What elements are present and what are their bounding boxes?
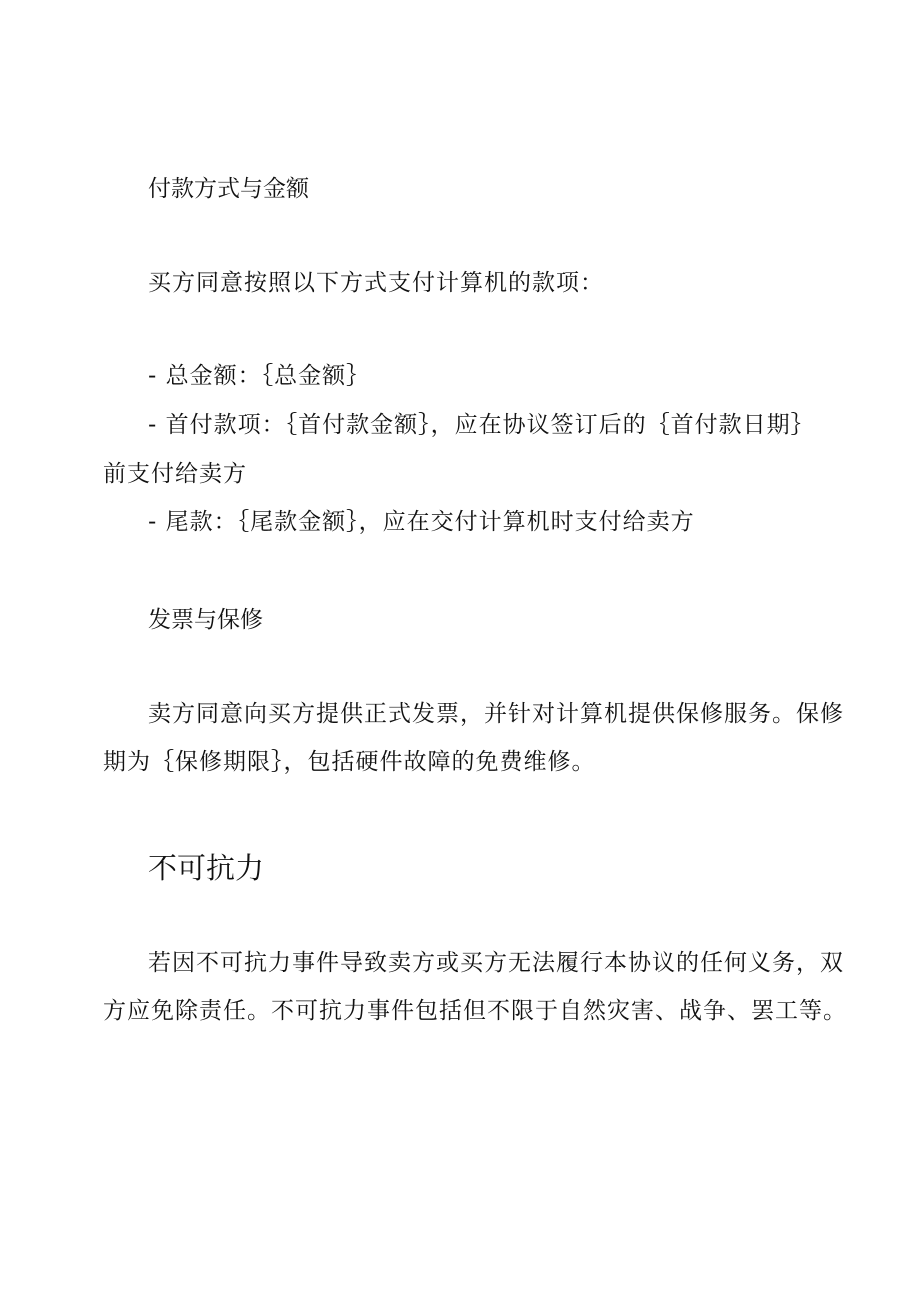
payment-item-total: - 总金额：｛总金额｝ — [148, 363, 371, 389]
payment-item-downpayment-continuation: 前支付给卖方 — [103, 461, 247, 487]
payment-item-balance: - 尾款：｛尾款金额｝，应在交付计算机时支付给卖方 — [148, 509, 695, 535]
payment-item-downpayment: - 首付款项：｛首付款金额｝，应在协议签订后的｛首付款日期｝ — [148, 412, 815, 438]
payment-intro: 买方同意按照以下方式支付计算机的款项： — [148, 270, 604, 296]
section-heading-payment: 付款方式与金额 — [148, 176, 309, 202]
section-heading-invoice: 发票与保修 — [148, 607, 263, 633]
invoice-paragraph-line-2: 期为｛保修期限｝，包括硬件故障的免费维修。 — [103, 749, 596, 775]
section-heading-force-majeure: 不可抗力 — [148, 851, 265, 885]
force-majeure-paragraph-line-2: 方应免除责任。不可抗力事件包括但不限于自然灾害、战争、罢工等。 — [103, 998, 847, 1024]
invoice-paragraph-line-1: 卖方同意向买方提供正式发票，并针对计算机提供保修服务。保修 — [148, 701, 844, 727]
force-majeure-paragraph-line-1: 若因不可抗力事件导致卖方或买方无法履行本协议的任何义务，双 — [148, 950, 844, 976]
